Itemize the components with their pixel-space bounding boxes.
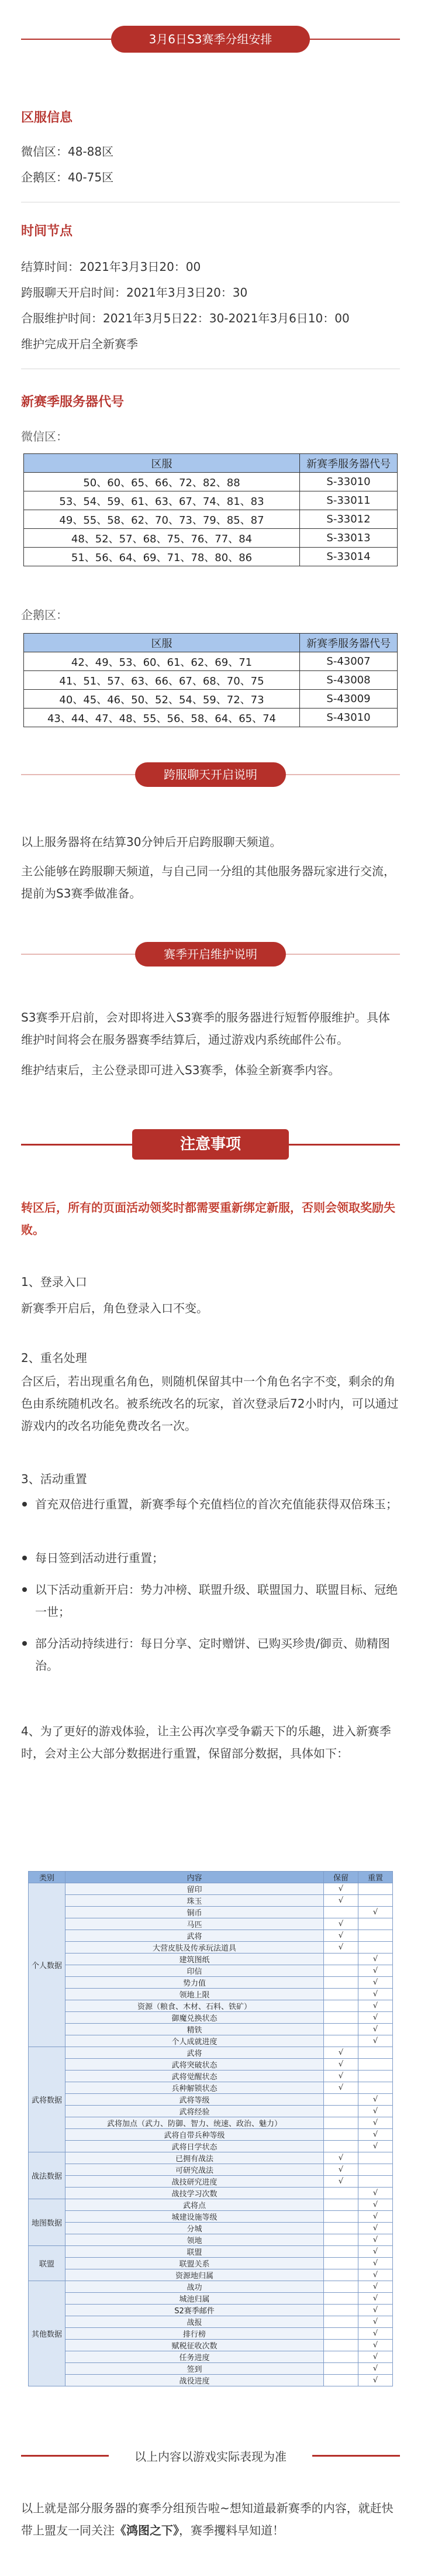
keep-cell: [324, 2188, 358, 2199]
item-cell: 武将等级: [65, 2094, 324, 2106]
item-cell: 联盟: [65, 2246, 324, 2258]
category-cell: 联盟: [29, 2246, 65, 2281]
keep-cell: [324, 2199, 358, 2211]
server-list: 42、49、53、60、61、62、69、71: [24, 652, 300, 671]
item-cell: 留印: [65, 1883, 324, 1895]
keep-cell: [324, 2375, 358, 2386]
item-cell: S2赛季邮件: [65, 2305, 324, 2316]
bullet-item: 首充双倍进行重置，新赛季每个充值档位的首次充值能获得双倍珠玉；: [35, 1493, 400, 1515]
item-cell: 建筑图纸: [65, 1954, 324, 1965]
codes-wechat-label: 微信区：: [21, 429, 68, 443]
table-row: [29, 2328, 393, 2340]
bullet-item: 以下活动重新开启：势力冲榜、联盟升级、联盟国力、联盟目标、冠绝一世；: [35, 1578, 400, 1623]
keep-cell: [324, 2351, 358, 2363]
time-note: 维护完成开启全新赛季: [21, 337, 138, 351]
keep-cell: [324, 2223, 358, 2234]
keep-cell: √: [324, 2152, 358, 2164]
pill-line-left: [21, 774, 135, 775]
category-cell: 战法数据: [29, 2152, 65, 2199]
item-cell: 分城: [65, 2223, 324, 2234]
server-list: 50、60、65、66、72、82、88: [24, 473, 300, 491]
keep-cell: [324, 2117, 358, 2129]
bullet-item: 每日签到活动进行重置；: [35, 1547, 400, 1569]
reset-cell: √: [358, 2328, 393, 2340]
col-server-header: 区服: [24, 634, 300, 652]
server-list: 43、44、47、48、55、56、58、64、65、74: [24, 709, 300, 727]
reset-cell: [358, 2164, 393, 2176]
item-cell: 任务进度: [65, 2351, 324, 2363]
keep-cell: √: [324, 2082, 358, 2094]
item-cell: 武将日学状态: [65, 2141, 324, 2152]
keep-cell: √: [324, 2071, 358, 2082]
table-row: [29, 2094, 393, 2106]
table-row: [29, 2188, 393, 2199]
keep-cell: [324, 2000, 358, 2012]
zone-wechat: 微信区：48-88区: [21, 145, 114, 159]
reset-cell: √: [358, 1965, 393, 1977]
codes-title: 新赛季服务器代号: [21, 395, 125, 410]
time-title: 时间节点: [21, 224, 73, 239]
closing-text: 以上就是部分服务器的赛季分组预告啦~想知道最新赛季的内容，就赶快带上盟友一同关注: [21, 2501, 394, 2537]
reset-cell: √: [358, 2211, 393, 2223]
table-row: [29, 1930, 393, 1942]
keep-cell: √: [324, 1918, 358, 1930]
category-cell: 其他数据: [29, 2281, 65, 2386]
item-cell: 兵种解锁状态: [65, 2082, 324, 2094]
server-code: S-33010: [300, 473, 398, 491]
table-row: [29, 1918, 393, 1930]
table-row: [29, 2024, 393, 2035]
keep-cell: [324, 2234, 358, 2246]
table-header-row: [24, 454, 398, 473]
item-cell: 马匹: [65, 1918, 324, 1930]
item-cell: 战功: [65, 2281, 324, 2293]
table-row: [29, 2129, 393, 2141]
table-row: [29, 2152, 393, 2164]
col-code-header: 新赛季服务器代号: [300, 634, 398, 652]
maint-section-title: 赛季开启维护说明: [135, 942, 286, 967]
reset-cell: [358, 2059, 393, 2071]
reset-cell: [358, 2047, 393, 2059]
server-code: S-43008: [300, 671, 398, 690]
item-cell: 精铁: [65, 2024, 324, 2035]
notice-warning: 转区后，所有的页面活动领奖时都需要重新绑定新服，否则会领取奖励失败。: [21, 1201, 395, 1237]
item-cell: 排行榜: [65, 2328, 324, 2340]
reset-cell: √: [358, 2106, 393, 2117]
maint-paragraph-2: 维护结束后，主公登录即可进入S3赛季，体验全新赛季内容。: [21, 1063, 340, 1077]
item-cell: 印信: [65, 1965, 324, 1977]
table-row: [29, 2258, 393, 2269]
reset-cell: [358, 1942, 393, 1954]
keep-cell: √: [324, 2047, 358, 2059]
col-reset-header: 重置: [358, 1872, 393, 1883]
table-row: [29, 2351, 393, 2363]
reset-cell: √: [358, 2258, 393, 2269]
server-list: 40、45、46、50、52、54、59、72、73: [24, 690, 300, 709]
time-settle: 结算时间：2021年3月3日20：00: [21, 260, 201, 274]
table-row: [29, 2269, 393, 2281]
item-cell: 势力值: [65, 1977, 324, 1989]
banner-line-left: [21, 39, 111, 40]
banner-line-right: [310, 39, 400, 40]
reset-cell: √: [358, 2293, 393, 2305]
keep-cell: [324, 2363, 358, 2375]
keep-cell: [324, 2106, 358, 2117]
reset-cell: √: [358, 2316, 393, 2328]
item-cell: 联盟关系: [65, 2258, 324, 2269]
reset-cell: [358, 2176, 393, 2188]
table-row: [29, 2199, 393, 2211]
section-2-title: 2、重名处理: [21, 1351, 87, 1365]
table-row: [29, 1989, 393, 2000]
table-row: [24, 510, 398, 529]
item-cell: 珠玉: [65, 1895, 324, 1907]
table-row: [29, 1907, 393, 1918]
server-list: 41、51、57、63、66、67、68、70、75: [24, 671, 300, 690]
col-server-header: 区服: [24, 454, 300, 473]
reset-cell: √: [358, 2375, 393, 2386]
table-row: [29, 2117, 393, 2129]
table-row: [29, 2223, 393, 2234]
keep-cell: [324, 2246, 358, 2258]
reset-cell: √: [358, 2281, 393, 2293]
reset-cell: √: [358, 1977, 393, 1989]
server-list: 49、55、58、62、70、73、79、85、87: [24, 510, 300, 529]
reset-cell: √: [358, 2117, 393, 2129]
reset-cell: √: [358, 1989, 393, 2000]
table-row: [29, 1942, 393, 1954]
section-1-title: 1、登录入口: [21, 1275, 87, 1289]
item-cell: 战役进度: [65, 2375, 324, 2386]
reset-cell: [358, 1895, 393, 1907]
keep-cell: [324, 2340, 358, 2351]
table-row: [29, 1977, 393, 1989]
closing-tail: ，赛季攫料早知道！: [179, 2523, 284, 2537]
table-row: [29, 2000, 393, 2012]
item-cell: 武将: [65, 2047, 324, 2059]
table-row: [29, 2164, 393, 2176]
bullet-item: 部分活动持续进行：每日分享、定时赠饼、已购买珍贵/御贡、勋精图治。: [35, 1632, 400, 1677]
reset-cell: [358, 1883, 393, 1895]
table-row: [24, 671, 398, 690]
chat-section-title: 跨服聊天开启说明: [135, 762, 286, 787]
table-row: [24, 529, 398, 548]
item-cell: 武将自带兵种等级: [65, 2129, 324, 2141]
reset-cell: √: [358, 2199, 393, 2211]
qq-code-table: [23, 633, 398, 727]
notice-line-left: [21, 1144, 132, 1146]
server-code: S-33011: [300, 491, 398, 510]
server-code: S-43009: [300, 690, 398, 709]
zone-info-title: 区服信息: [21, 111, 73, 125]
col-code-header: 新赛季服务器代号: [300, 454, 398, 473]
table-row: [29, 2340, 393, 2351]
table-row: [29, 2035, 393, 2047]
table-row: [29, 1895, 393, 1907]
item-cell: 签到: [65, 2363, 324, 2375]
item-cell: 领地上限: [65, 1989, 324, 2000]
reset-cell: √: [358, 2223, 393, 2234]
keep-cell: [324, 2258, 358, 2269]
item-cell: 已拥有战法: [65, 2152, 324, 2164]
section-4-text: 4、为了更好的游戏体验，让主公再次享受争霸天下的乐趣，进入新赛季时，会对主公大部分数据进行重置，保留部分数据，具体如下：: [21, 1724, 391, 1760]
keep-cell: [324, 2269, 358, 2281]
table-row: [29, 1954, 393, 1965]
item-cell: 领地: [65, 2234, 324, 2246]
keep-cell: √: [324, 1930, 358, 1942]
reset-cell: [358, 2082, 393, 2094]
table-row: [29, 2316, 393, 2328]
reset-cell: √: [358, 2012, 393, 2024]
keep-cell: √: [324, 1883, 358, 1895]
time-cross: 跨服聊天开启时间：2021年3月3日20：30: [21, 286, 248, 300]
server-code: S-43007: [300, 652, 398, 671]
pill-line-right: [286, 774, 400, 775]
reset-cell: √: [358, 2340, 393, 2351]
keep-cell: [324, 2012, 358, 2024]
col-cat-header: 类别: [29, 1872, 65, 1883]
pill-line-left: [21, 954, 135, 955]
item-cell: 城建设施等级: [65, 2211, 324, 2223]
server-list: 51、56、64、69、71、78、80、86: [24, 548, 300, 566]
table-row: [29, 1965, 393, 1977]
reset-cell: √: [358, 2269, 393, 2281]
item-cell: 武将点: [65, 2199, 324, 2211]
keep-cell: √: [324, 2164, 358, 2176]
reset-cell: [358, 2071, 393, 2082]
table-header-row: [29, 1872, 393, 1883]
table-row: [29, 2176, 393, 2188]
server-code: S-33012: [300, 510, 398, 529]
reset-cell: √: [358, 2363, 393, 2375]
keep-cell: [324, 2305, 358, 2316]
keep-cell: [324, 1907, 358, 1918]
keep-cell: [324, 1989, 358, 2000]
game-title: 《鸿图之下》: [115, 2523, 179, 2537]
reset-cell: √: [358, 2129, 393, 2141]
keep-cell: [324, 1954, 358, 1965]
closing-paragraph: [21, 2497, 400, 2541]
time-merge: 合服维护时间：2021年3月5日22：30-2021年3月6日10：00: [21, 311, 350, 325]
item-cell: 武将经验: [65, 2106, 324, 2117]
reset-data-table: [28, 1871, 393, 2386]
server-code: S-33013: [300, 529, 398, 548]
reset-cell: √: [358, 2305, 393, 2316]
reset-cell: √: [358, 2024, 393, 2035]
reset-cell: √: [358, 2094, 393, 2106]
table-row: [29, 2106, 393, 2117]
keep-cell: [324, 2129, 358, 2141]
item-cell: 城池归属: [65, 2293, 324, 2305]
table-row: [24, 709, 398, 727]
table-row: [24, 473, 398, 491]
item-cell: 武将突破状态: [65, 2059, 324, 2071]
keep-cell: √: [324, 1942, 358, 1954]
reset-cell: √: [358, 1907, 393, 1918]
table-row: [29, 2305, 393, 2316]
category-cell: 个人数据: [29, 1883, 65, 2047]
item-cell: 铜币: [65, 1907, 324, 1918]
reset-cell: √: [358, 2234, 393, 2246]
reset-cell: [358, 1930, 393, 1942]
reset-cell: √: [358, 2000, 393, 2012]
reset-cell: √: [358, 2141, 393, 2152]
table-row: [29, 2211, 393, 2223]
codes-qq-label: 企鹅区：: [21, 608, 68, 622]
item-cell: 个人成就进度: [65, 2035, 324, 2047]
notice-title: 注意事项: [132, 1129, 289, 1160]
server-list: 53、54、59、61、63、67、74、81、83: [24, 491, 300, 510]
keep-cell: [324, 2035, 358, 2047]
keep-cell: [324, 2293, 358, 2305]
col-keep-header: 保留: [324, 1872, 358, 1883]
pill-line-right: [286, 954, 400, 955]
table-row: [29, 2246, 393, 2258]
reset-cell: [358, 2152, 393, 2164]
keep-cell: [324, 2328, 358, 2340]
table-row: [29, 2141, 393, 2152]
table-row: [29, 2234, 393, 2246]
item-cell: 资源地归属: [65, 2269, 324, 2281]
keep-cell: √: [324, 2059, 358, 2071]
item-cell: 赋税征收次数: [65, 2340, 324, 2351]
reset-cell: [358, 1918, 393, 1930]
server-code: S-43010: [300, 709, 398, 727]
table-row: [24, 548, 398, 566]
item-cell: 大营皮肤及传承玩法道具: [65, 1942, 324, 1954]
item-cell: 资源（粮食、木材、石料、铁矿）: [65, 2000, 324, 2012]
maint-paragraph-1: S3赛季开启前，会对即将进入S3赛季的服务器进行短暂停服维护。具体维护时间将会在服务器赛季结算后，通过游戏内系统邮件公布。: [21, 1010, 390, 1047]
table-row: [29, 2363, 393, 2375]
keep-cell: [324, 2211, 358, 2223]
table-row: [29, 2082, 393, 2094]
table-row: [29, 2059, 393, 2071]
table-row: [29, 2375, 393, 2386]
item-cell: 御魔兑换状态: [65, 2012, 324, 2024]
wechat-code-table: [23, 453, 398, 566]
table-row: [29, 2047, 393, 2059]
end-marker: 以上内容以游戏实际表现为准: [134, 2450, 287, 2464]
chat-paragraph-2: 主公能够在跨服聊天频道，与自己同一分组的其他服务器玩家进行交流，提前为S3赛季做准备。: [21, 864, 395, 900]
section-3-title: 3、活动重置: [21, 1472, 87, 1486]
item-cell: 战技学习次数: [65, 2188, 324, 2199]
table-row: [24, 491, 398, 510]
reset-cell: √: [358, 2246, 393, 2258]
page-title-banner: 3月6日S3赛季分组安排: [111, 26, 310, 53]
keep-cell: √: [324, 1895, 358, 1907]
keep-cell: [324, 1977, 358, 1989]
item-cell: 武将加点（武力、防御、智力、统速、政治、魅力）: [65, 2117, 324, 2129]
col-item-header: 内容: [65, 1872, 324, 1883]
reset-cell: √: [358, 2351, 393, 2363]
reset-cell: √: [358, 2188, 393, 2199]
table-row: [24, 690, 398, 709]
item-cell: 武将觉醒状态: [65, 2071, 324, 2082]
table-row: [29, 2281, 393, 2293]
category-cell: 武将数据: [29, 2047, 65, 2152]
item-cell: 战技研究进度: [65, 2176, 324, 2188]
notice-line-right: [289, 1144, 400, 1146]
item-cell: 可研究战法: [65, 2164, 324, 2176]
table-row: [29, 2012, 393, 2024]
reset-cell: √: [358, 1954, 393, 1965]
keep-cell: [324, 1965, 358, 1977]
keep-cell: [324, 2316, 358, 2328]
table-header-row: [24, 634, 398, 652]
table-row: [29, 2071, 393, 2082]
item-cell: 战报: [65, 2316, 324, 2328]
keep-cell: [324, 2141, 358, 2152]
server-code: S-33014: [300, 548, 398, 566]
table-row: [29, 2293, 393, 2305]
table-row: [24, 652, 398, 671]
category-cell: 地图数据: [29, 2199, 65, 2246]
item-cell: 武将: [65, 1930, 324, 1942]
section-1-text: 新赛季开启后，角色登录入口不变。: [21, 1301, 208, 1315]
server-list: 48、52、57、68、75、76、77、84: [24, 529, 300, 548]
chat-paragraph-1: 以上服务器将在结算30分钟后开启跨服聊天频道。: [21, 835, 282, 849]
keep-cell: [324, 2024, 358, 2035]
table-row: [29, 1883, 393, 1895]
keep-cell: √: [324, 2176, 358, 2188]
keep-cell: [324, 2281, 358, 2293]
zone-qq: 企鹅区：40-75区: [21, 170, 114, 184]
section-2-text: 合区后，若出现重名角色，则随机保留其中一个角色名字不变，剩余的角色由系统随机改名。被系统改名的玩家，首次登录后72小时内，可以通过游戏内的改名功能免费改名一次。: [21, 1374, 399, 1433]
keep-cell: [324, 2094, 358, 2106]
reset-cell: √: [358, 2035, 393, 2047]
